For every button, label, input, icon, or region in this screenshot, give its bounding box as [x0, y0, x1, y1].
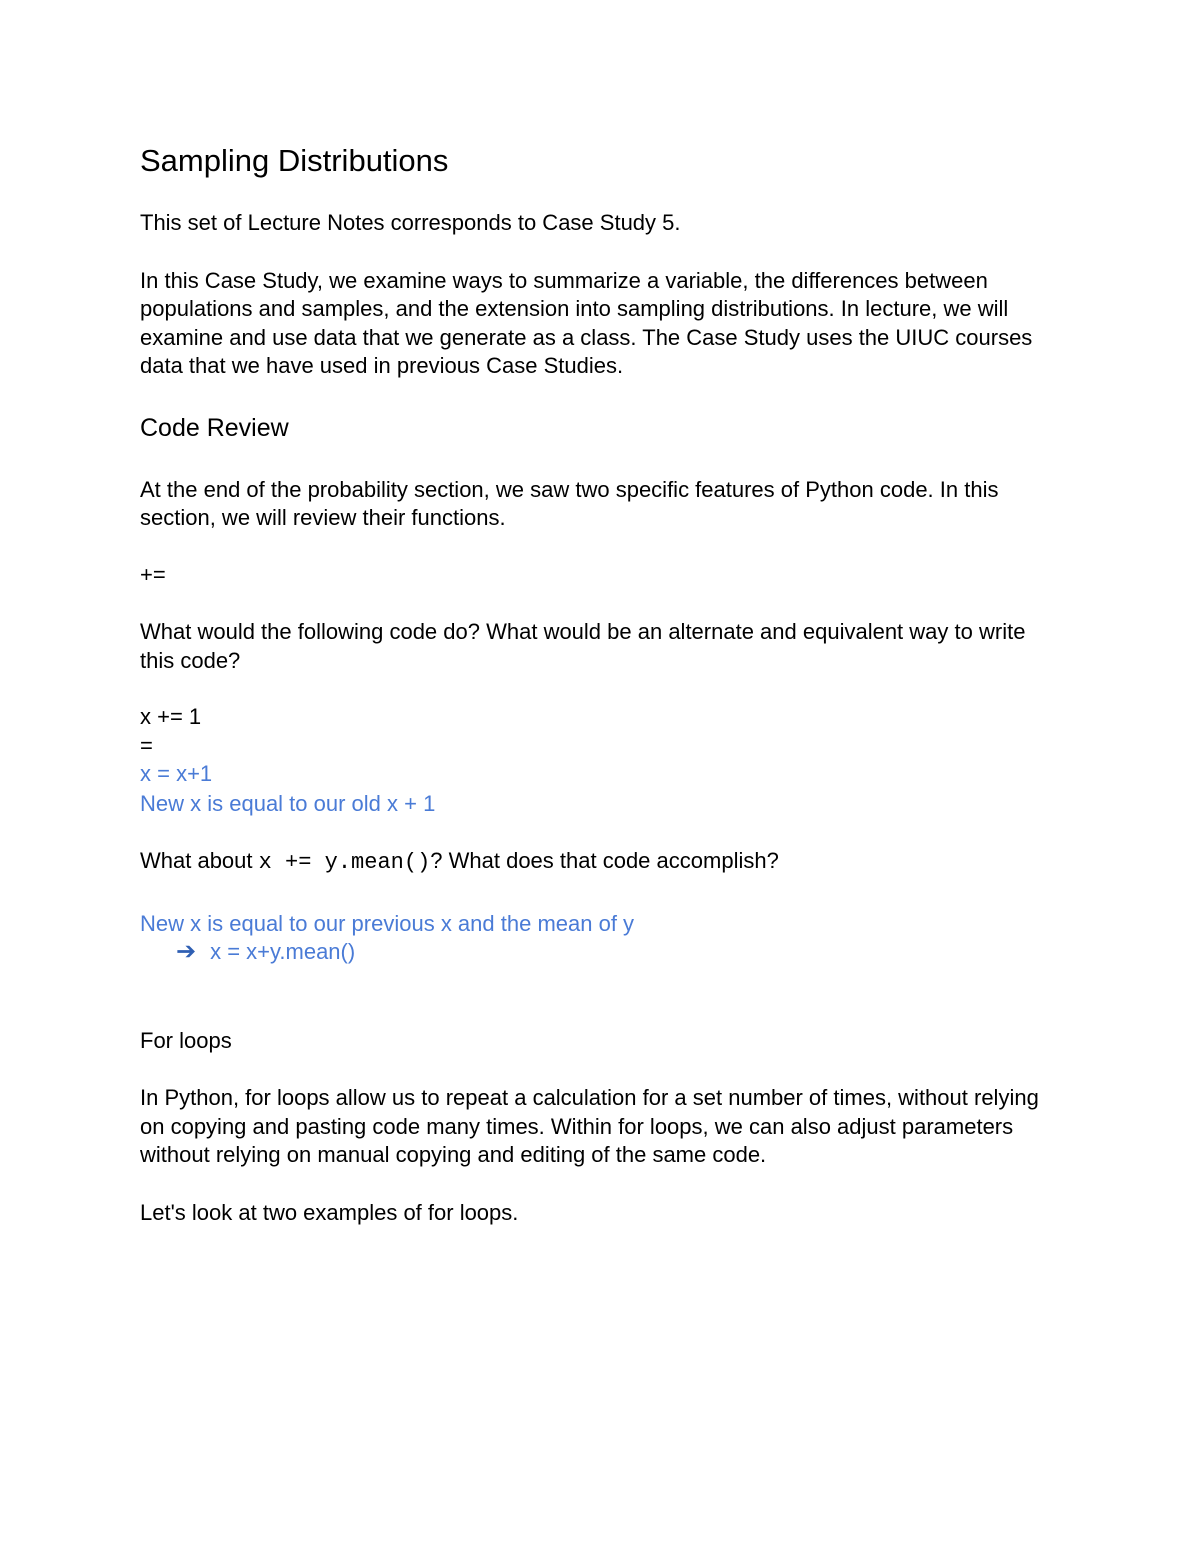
answer-two-code: x = x+y.mean(): [210, 939, 356, 964]
question-two-code: x += y.mean(): [258, 850, 431, 875]
for-loops-closing: Let's look at two examples of for loops.: [140, 1199, 519, 1225]
code-question: What would the following code do? What would be an alternate and equivalent way to write this code?: [140, 619, 1026, 673]
answer-two-bullet: [140, 938, 1060, 967]
page-title: Sampling Distributions: [140, 143, 449, 178]
for-loops-paragraph: In Python, for loops allow us to repeat a calculation for a set number of times, without relying on copying and pasting code many times. Within for loops, we can also adjust parameters without relying on manual copying and editing of the same code.: [140, 1085, 1039, 1167]
question-two-prefix: What about: [140, 848, 259, 873]
code-line: x += 1: [140, 704, 202, 729]
operator-label: +=: [140, 561, 166, 587]
for-loops-heading: For loops: [140, 1027, 232, 1053]
answer-two-text: New x is equal to our previous x and the mean of y: [140, 910, 635, 936]
code-review-heading: Code Review: [140, 413, 289, 442]
right-arrow-icon: ➔: [176, 938, 197, 966]
intro-paragraph: This set of Lecture Notes corresponds to Case Study 5.: [140, 210, 681, 235]
answer-text: New x is equal to our old x + 1: [140, 790, 436, 816]
overview-paragraph: In this Case Study, we examine ways to summarize a variable, the differences between populations and samples, and the extension into sampling distributions. In lecture, we will examine and use data that we generate as a class. The Case Study uses the UIUC courses data that we have used in previous Case Studies.: [140, 267, 1033, 378]
answer-code: x = x+1: [140, 761, 213, 786]
question-two-suffix: ? What does that code accomplish?: [430, 848, 779, 873]
question-two: [140, 847, 1060, 878]
document-page: [140, 142, 1060, 1227]
code-review-intro: At the end of the probability section, we saw two specific features of Python code. In this section, we will review their functions.: [140, 476, 999, 530]
equals-line: =: [140, 732, 153, 758]
